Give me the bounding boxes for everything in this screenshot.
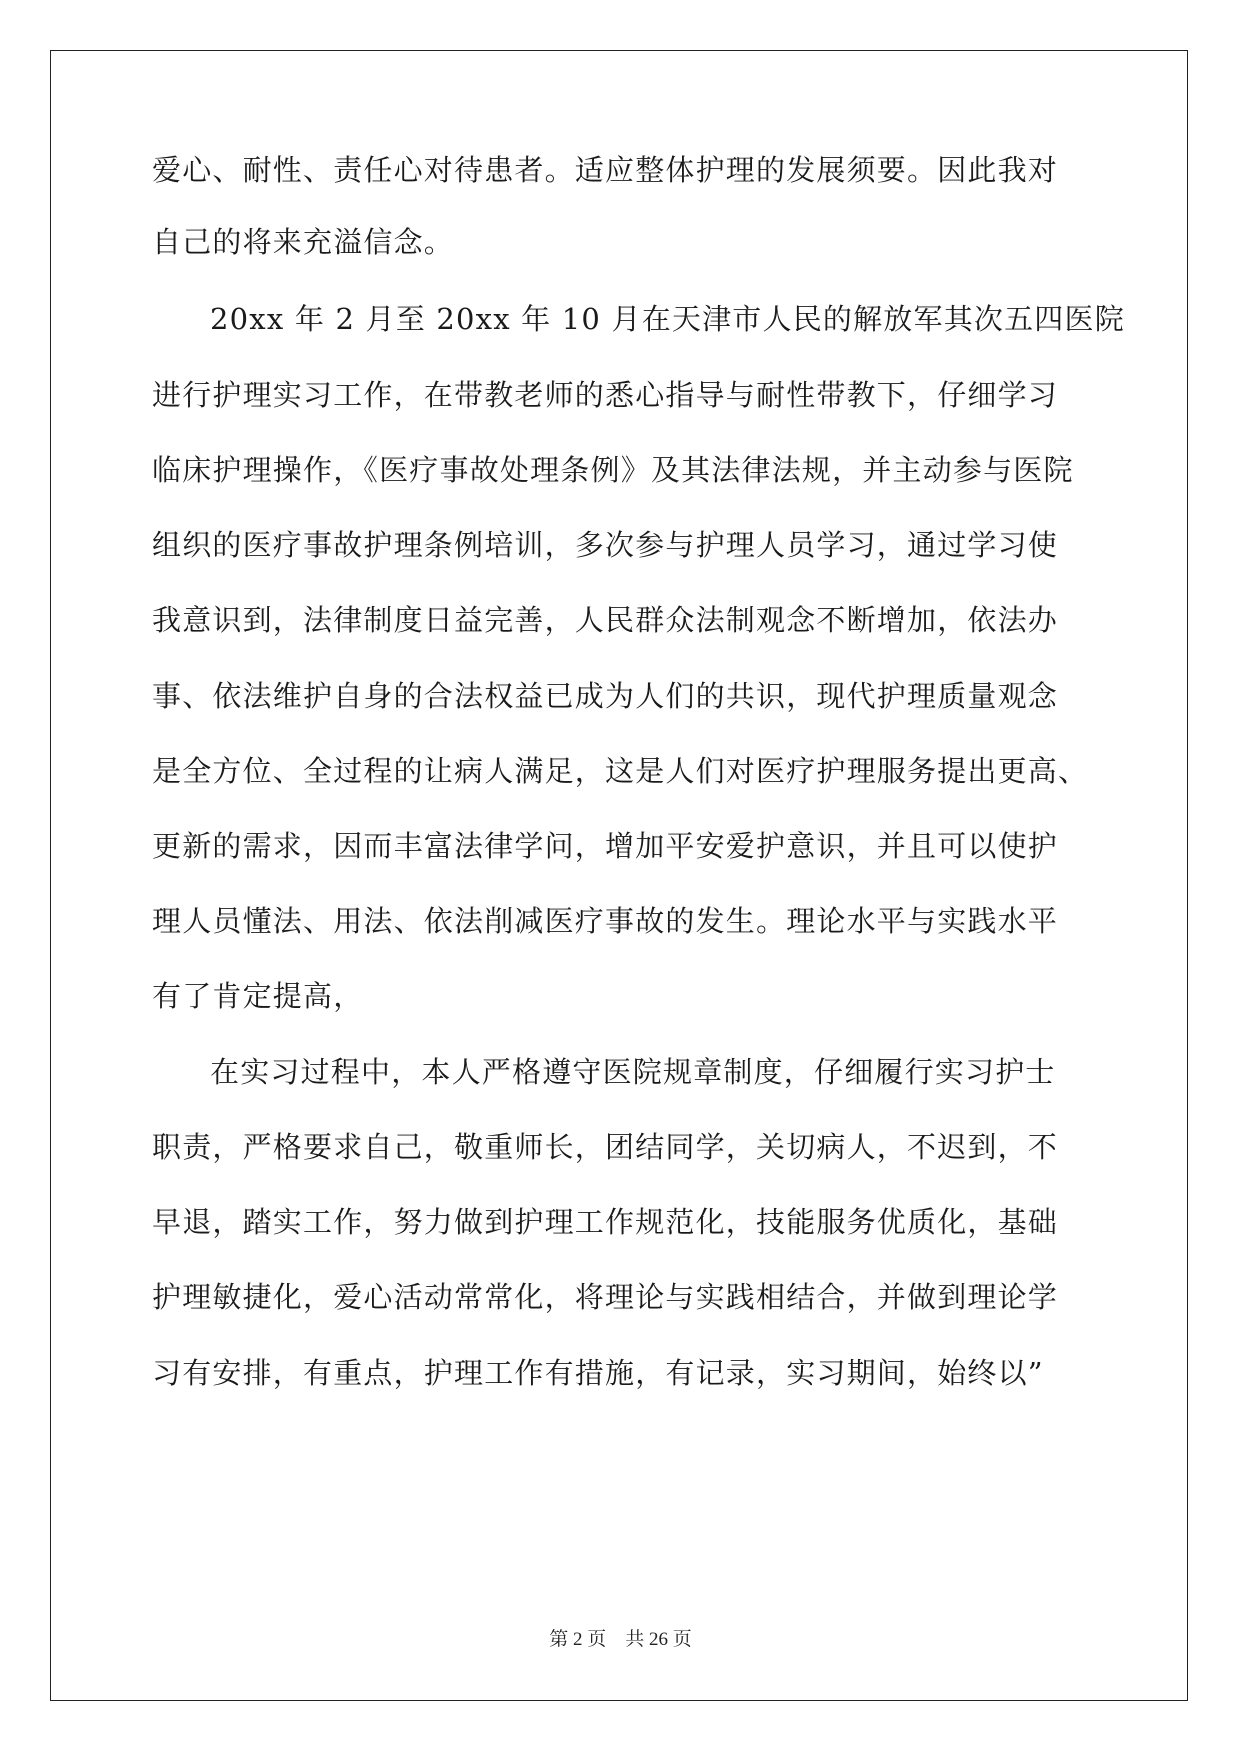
text-line: 自己的将来充溢信念。: [152, 225, 455, 259]
text-line: 早退，踏实工作，努力做到护理工作规范化，技能服务优质化，基础: [152, 1205, 1059, 1239]
text-line: 是全方位、全过程的让病人满足，这是人们对医疗护理服务提出更高、: [152, 754, 1089, 788]
text-line: 习有安排，有重点，护理工作有措施，有记录，实习期间，始终以”: [152, 1356, 1044, 1390]
text-line: 理人员懂法、用法、依法削减医疗事故的发生。理论水平与实践水平: [152, 904, 1059, 938]
text-line: 护理敏捷化，爱心活动常常化，将理论与实践相结合，并做到理论学: [152, 1280, 1059, 1314]
text-line: 组织的医疗事故护理条例培训，多次参与护理人员学习，通过学习使: [152, 528, 1059, 562]
page-number-footer: 第 2 页 共 26 页: [549, 1629, 692, 1650]
paragraph-first-line: 20xx 年 2 月至 20xx 年 10 月在天津市人民的解放军其次五四医院: [210, 302, 1125, 336]
paragraph-first-line: 在实习过程中，本人严格遵守医院规章制度，仔细履行实习护士: [210, 1055, 1056, 1089]
text-line: 我意识到，法律制度日益完善，人民群众法制观念不断增加，依法办: [152, 603, 1059, 637]
text-line: 事、依法维护自身的合法权益已成为人们的共识，现代护理质量观念: [152, 679, 1059, 713]
text-line: 临床护理操作，《医疗事故处理条例》及其法律法规，并主动参与医院: [152, 453, 1074, 487]
text-line: 更新的需求，因而丰富法律学问，增加平安爱护意识，并且可以使护: [152, 829, 1059, 863]
text-line: 进行护理实习工作，在带教老师的悉心指导与耐性带教下，仔细学习: [152, 378, 1059, 412]
page-frame: [50, 50, 1188, 1701]
text-line: 职责，严格要求自己，敬重师长，团结同学，关切病人，不迟到，不: [152, 1130, 1059, 1164]
text-line: 有了肯定提高，: [152, 979, 364, 1013]
text-line: 爱心、耐性、责任心对待患者。适应整体护理的发展须要。因此我对: [152, 153, 1059, 187]
